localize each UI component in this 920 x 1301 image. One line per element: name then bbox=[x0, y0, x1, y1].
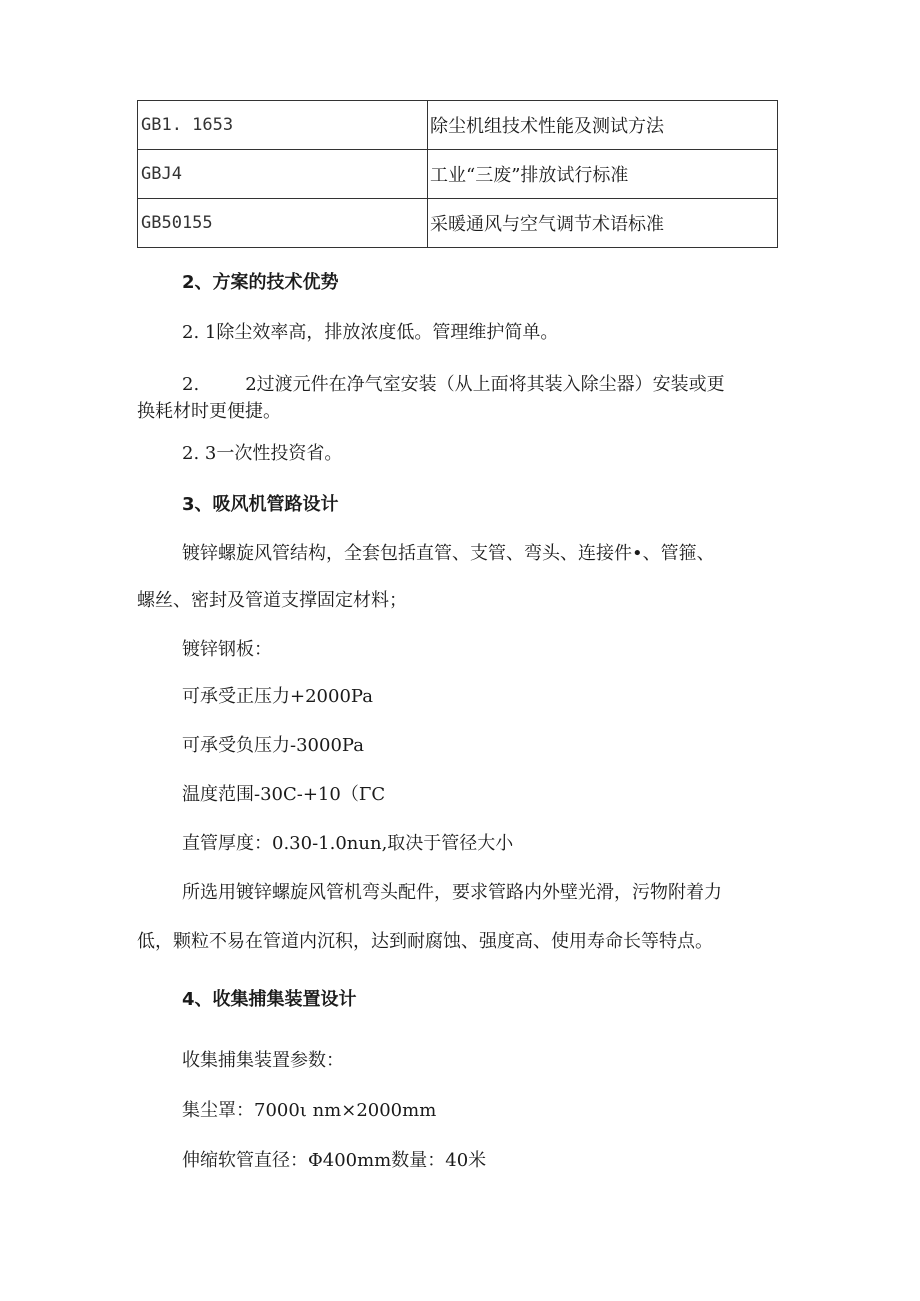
paragraph-2-2-number: 2. bbox=[182, 374, 200, 395]
standard-name: 除尘机组技术性能及测试方法 bbox=[428, 101, 778, 150]
section-2-heading: 2、方案的技术优势 bbox=[182, 272, 339, 293]
paragraph-2-2-text: 2过渡元件在净气室安装（从上面将其装入除尘器）安装或更 bbox=[245, 374, 725, 395]
table-row bbox=[138, 150, 778, 199]
paragraph-2-1: 2. 1除尘效率高，排放浓度低。管理维护简单。 bbox=[182, 322, 559, 343]
standard-name: 采暖通风与空气调节术语标准 bbox=[428, 199, 778, 248]
paragraph-3-3: 可承受正压力+2000Pa bbox=[182, 686, 373, 707]
paragraph-3-7-line-1: 所选用镀锌螺旋风管机弯头配件，要求管路内外壁光滑，污物附着力 bbox=[182, 882, 722, 903]
standard-name: 工业“三废”排放试行标准 bbox=[428, 150, 778, 199]
standard-code: GB1. 1653 bbox=[138, 101, 428, 150]
paragraph-3-2: 镀锌钢板： bbox=[182, 639, 272, 660]
standards-table bbox=[137, 100, 778, 248]
paragraph-4-1: 收集捕集装置参数： bbox=[182, 1050, 344, 1071]
paragraph-4-2: 集尘罩：7000ι nm×2000mm bbox=[182, 1100, 437, 1121]
paragraph-2-3: 2. 3一次性投资省。 bbox=[182, 443, 343, 464]
paragraph-3-1-line-2: 螺丝、密封及管道支撑固定材料； bbox=[137, 590, 407, 611]
paragraph-3-5: 温度范围-30C-+10（ΓC bbox=[182, 784, 386, 805]
paragraph-2-2-line-1 bbox=[182, 372, 725, 398]
standard-code: GB50155 bbox=[138, 199, 428, 248]
standard-code: GBJ4 bbox=[138, 150, 428, 199]
paragraph-3-1-line-1: 镀锌螺旋风管结构，全套包括直管、支管、弯头、连接件•、管箍、 bbox=[182, 543, 715, 564]
table-row bbox=[138, 199, 778, 248]
paragraph-3-7-line-2: 低，颗粒不易在管道内沉积，达到耐腐蚀、强度高、使用寿命长等特点。 bbox=[137, 931, 713, 952]
section-3-heading: 3、吸风机管路设计 bbox=[182, 494, 339, 515]
paragraph-3-6: 直管厚度：0.30-1.0nun,取决于管径大小 bbox=[182, 833, 514, 854]
paragraph-3-4: 可承受负压力-3000Pa bbox=[182, 735, 364, 756]
paragraph-2-2-line-2: 换耗材时更便捷。 bbox=[137, 401, 281, 422]
section-4-heading: 4、收集捕集装置设计 bbox=[182, 989, 357, 1010]
paragraph-4-3: 伸缩软管直径：Φ400mm数量：40米 bbox=[182, 1150, 487, 1171]
table-row bbox=[138, 101, 778, 150]
